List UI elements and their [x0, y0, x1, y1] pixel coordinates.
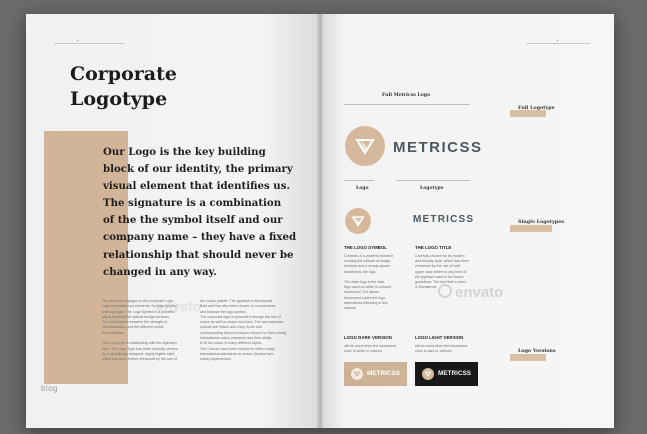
- watermark-text: envato: [455, 284, 504, 301]
- header-rule: [526, 43, 590, 44]
- logotype-caption: Logotype: [420, 186, 444, 191]
- left-page: [26, 14, 320, 428]
- side-label-versions: Logo Versions: [518, 348, 556, 354]
- page-fold: [316, 14, 324, 428]
- text-line: and friendly style, which has been: [415, 259, 469, 264]
- body-line: Bold and has also been chosen to complement: [200, 304, 275, 309]
- body-line: corresponding blend of colours chosen for their strong: [200, 330, 286, 335]
- text-line: guidelines. The font that is used: [415, 280, 466, 285]
- header-rule: [54, 43, 124, 44]
- header-mark: ▲: [76, 38, 79, 42]
- symbol-section-text: [344, 254, 406, 311]
- body-line: to fit the colour in many different styles.: [200, 341, 263, 346]
- logo-symbol-mini: [351, 368, 363, 380]
- intro-line: The signature is a combination: [103, 197, 282, 210]
- text-line: alternatives following in this: [344, 300, 388, 305]
- body-line: form. The Logo Type has been carefully chosen: [102, 346, 178, 351]
- text-line: services and a simply square: [344, 264, 391, 269]
- intro-statement: [103, 144, 297, 281]
- triangle-icon: [345, 208, 371, 234]
- body-line: The Colours have been chosen to reflect many: [200, 346, 275, 351]
- brochure-spread: [26, 14, 614, 428]
- full-logo-caption: Full Metricss Logo: [382, 93, 431, 98]
- light-version-text: [415, 344, 477, 354]
- logo-rule: [344, 180, 374, 181]
- envato-watermark: [438, 284, 503, 301]
- title-section-title: THE LOGO TITLE: [415, 245, 452, 250]
- dark-version-text: [344, 344, 406, 354]
- text-line: Carefully chosen for its modern: [415, 254, 465, 258]
- side-label-single: Single Logotypes: [518, 219, 564, 225]
- label-highlight: [510, 354, 546, 361]
- text-line: upper case letters in any form of: [415, 269, 467, 274]
- logo-symbol-mini: [422, 368, 434, 380]
- right-page: [320, 14, 614, 428]
- page-title: [70, 62, 177, 112]
- text-line: the typeface used in the brand: [415, 274, 464, 279]
- text-line: backbrand, the logo.: [344, 269, 377, 274]
- text-line: will be used when the backround: [415, 344, 468, 348]
- body-line: communication and the different points: [102, 325, 164, 330]
- body-line: The combination between the strength of: [102, 320, 168, 325]
- caption-rule: [344, 104, 470, 105]
- text-line: logo used on white or colored: [344, 285, 391, 290]
- logo-wordmark: METRICSS: [393, 139, 483, 156]
- text-line: backround colors the logo: [344, 295, 386, 300]
- body-line: easily implemented.: [200, 357, 232, 362]
- text-line: enhanced by the use of both: [415, 264, 461, 269]
- logo-wordmark-small: METRICSS: [413, 214, 475, 225]
- text-line: is Montserrat.: [415, 285, 437, 290]
- logo-caption: Logo: [356, 186, 369, 191]
- intro-line: relationship that should never be: [103, 248, 294, 261]
- text-line: color is white or colored.: [344, 349, 383, 354]
- intro-line: block of our identity, the primary: [103, 163, 293, 176]
- body-line: The Logo type in relationship with the Agency's: [102, 341, 177, 346]
- dark-version-wordmark: METRICSS: [367, 370, 401, 377]
- text-line: evoking the cultural of design: [344, 259, 391, 264]
- symbol-section-title: THE LOGO SYMBOL: [344, 245, 387, 250]
- body-line: the colour palette. The typeface is Montserrat: [200, 299, 273, 303]
- triangle-icon: [422, 368, 434, 380]
- envato-leaf-icon: [438, 284, 452, 298]
- body-line: international colour presence and their ability: [200, 336, 272, 341]
- intro-line: changed in any way.: [103, 265, 217, 278]
- triangle-icon: [351, 368, 363, 380]
- header-mark: ▲: [556, 38, 559, 42]
- logo-light-version: [415, 362, 478, 386]
- logotype-rule: [396, 180, 470, 181]
- text-line: color is dark or colored.: [415, 349, 453, 354]
- light-version-wordmark: METRICSS: [438, 370, 472, 377]
- intro-line: company name – they have a fixed: [103, 231, 297, 244]
- blog-label: blog: [41, 384, 59, 393]
- body-line: The corporate logo is presented through the use of: [200, 314, 281, 319]
- body-line: for a specifically designed, highly legible style,: [102, 351, 176, 356]
- body-line: colour as well as shape and form. The two corporate: [200, 320, 284, 325]
- body-line: which has been further enhanced by the use of: [102, 357, 177, 362]
- intro-line: Our Logo is the key building: [103, 146, 266, 158]
- dark-version-title: LOGO DARK VERSION: [344, 335, 392, 340]
- side-label-full: Full Logotype: [518, 105, 555, 111]
- body-line: colours are Yellow and Grey. A mix and: [200, 325, 263, 330]
- body-line: The Metricss Logotype is the corporate Logo: [102, 299, 174, 303]
- light-version-title: LOGO LIGHT VERSION: [415, 335, 464, 340]
- logo-symbol-small: [345, 208, 371, 234]
- body-line: and balance the logo symbol.: [200, 309, 247, 314]
- body-line: and logo type. The Logo Symbol is a powerful: [102, 309, 175, 314]
- triangle-icon: [345, 126, 385, 166]
- label-highlight: [510, 110, 546, 117]
- logo-dark-version: [344, 362, 407, 386]
- intro-line: visual element that identifies us.: [103, 180, 290, 193]
- intro-line: of the the symbol itself and our: [103, 214, 283, 227]
- text-line: will be used when the backround: [344, 344, 397, 348]
- text-line: The main logo is the dark: [344, 280, 385, 285]
- watermark-faint: envato: [156, 298, 202, 314]
- title-line: Logotype: [70, 88, 168, 110]
- text-line: Consists of a powerful element: [344, 254, 394, 258]
- body-line: international standards as shown (thoses here: [200, 351, 274, 356]
- label-highlight: [510, 225, 552, 232]
- logo-symbol: [345, 126, 385, 166]
- text-line: manual.: [344, 306, 357, 311]
- body-line: visual evoking the cultural design services.: [102, 314, 170, 319]
- body-column-2: [200, 299, 293, 363]
- text-line: backround. For darker: [344, 290, 380, 295]
- title-line: Corporate: [70, 63, 177, 85]
- body-line: Logo comprises two elements, the logo symbol: [102, 304, 177, 309]
- body-line: that influence.: [102, 330, 125, 335]
